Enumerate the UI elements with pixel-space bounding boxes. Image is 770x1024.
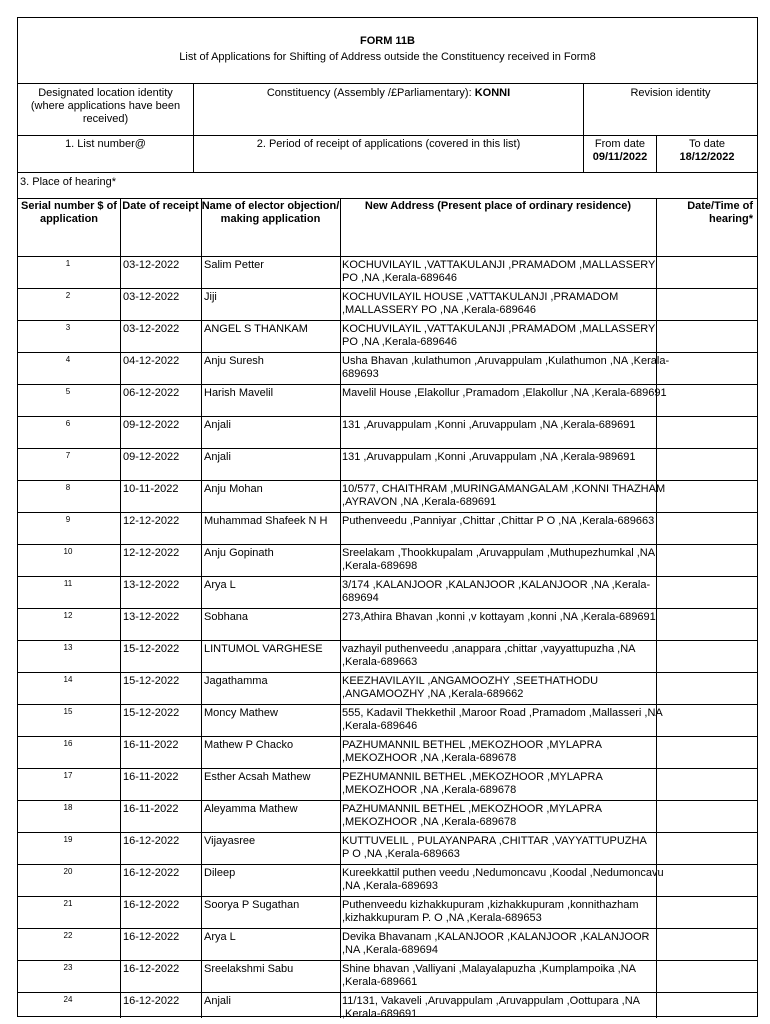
row-address-line2: ,MEKOZHOOR ,NA ,Kerala-689678 bbox=[342, 752, 517, 764]
row-address-line1: PEZHUMANNIL BETHEL ,MEKOZHOOR ,MYLAPRA bbox=[342, 771, 603, 783]
row-address-line1: KEEZHAVILAYIL ,ANGAMOOZHY ,SEETHATHODU bbox=[342, 675, 599, 687]
designated-location-cell bbox=[18, 83, 193, 135]
row-date-of-receipt: 16-12-2022 bbox=[123, 835, 180, 847]
table-row bbox=[18, 992, 757, 1024]
row-elector-name: Sreelakshmi Sabu bbox=[204, 963, 294, 975]
row-date-of-receipt: 15-12-2022 bbox=[123, 675, 180, 687]
col-header-hearing bbox=[658, 198, 757, 248]
row-date-of-receipt: 13-12-2022 bbox=[123, 579, 180, 591]
row-address-line2: ,Kerala-689698 bbox=[342, 560, 418, 572]
constituency-label: Constituency (Assembly /£Parliamentary): bbox=[266, 87, 472, 99]
list-number-label: 1. List number@ bbox=[65, 138, 146, 150]
row-address-line2: ,MEKOZHOOR ,NA ,Kerala-689678 bbox=[342, 816, 517, 828]
period-label: 2. Period of receipt of applications (covered in this list) bbox=[256, 138, 521, 150]
col-header-address-label: New Address (Present place of ordinary residence) bbox=[364, 200, 632, 212]
table-row bbox=[18, 352, 757, 384]
table-row bbox=[18, 256, 757, 288]
row-serial-number: 15 bbox=[63, 707, 73, 716]
form-subtitle: List of Applications for Shifting of Address outside the Constituency received in Form8 bbox=[179, 51, 596, 63]
row-address-line1: Sreelakam ,Thookkupalam ,Aruvappulam ,Muthupezhumkal ,NA bbox=[342, 547, 656, 559]
row-serial-number: 16 bbox=[63, 739, 73, 748]
row-address-line1: KOCHUVILAYIL HOUSE ,VATTAKULANJI ,PRAMADOM bbox=[342, 291, 619, 303]
form-frame bbox=[17, 17, 758, 1020]
row-serial-number: 1 bbox=[65, 259, 71, 268]
revision-identity-cell bbox=[583, 83, 757, 135]
row-elector-name: Salim Petter bbox=[204, 259, 264, 271]
row-address-line1: 555, Kadavil Thekkethil ,Maroor Road ,Pramadom ,Mallasseri ,NA bbox=[342, 707, 663, 719]
row-date-of-receipt: 10-11-2022 bbox=[123, 483, 179, 495]
row-address-line1: Devika Bhavanam ,KALANJOOR ,KALANJOOR ,KALANJOOR bbox=[342, 931, 650, 943]
row-elector-name: Arya L bbox=[204, 931, 236, 943]
table-row bbox=[18, 800, 757, 832]
row-address-line1: vazhayil puthenveedu ,anappara ,chittar ,vayyattupuzha ,NA bbox=[342, 643, 636, 655]
place-of-hearing-cell bbox=[18, 172, 757, 198]
table-row bbox=[18, 768, 757, 800]
row-serial-number: 21 bbox=[63, 899, 73, 908]
row-serial-number: 8 bbox=[65, 483, 71, 492]
row-elector-name: Vijayasree bbox=[204, 835, 256, 847]
col-header-name bbox=[201, 198, 340, 248]
row-date-of-receipt: 16-12-2022 bbox=[123, 867, 180, 879]
row-address-line1: Usha Bhavan ,kulathumon ,Aruvappulam ,Kulathumon ,NA ,Kerala- bbox=[342, 355, 670, 367]
row-address-line1: PAZHUMANNIL BETHEL ,MEKOZHOOR ,MYLAPRA bbox=[342, 803, 602, 815]
designated-location-label: Designated location identity (where applications have been received) bbox=[30, 87, 181, 125]
row-serial-number: 20 bbox=[63, 867, 73, 876]
table-row bbox=[18, 736, 757, 768]
row-address-line1: 11/131, Vakaveli ,Aruvappulam ,Aruvappulam ,Oottupara ,NA bbox=[342, 995, 640, 1007]
col-header-date-label: Date of receipt bbox=[122, 200, 199, 212]
row-address-line1: KOCHUVILAYIL ,VATTAKULANJI ,PRAMADOM ,MALLASSERY bbox=[342, 259, 656, 271]
row-address-line1: Shine bhavan ,Valliyani ,Malayalapuzha ,Kumplampoika ,NA bbox=[342, 963, 636, 975]
row-date-of-receipt: 16-11-2022 bbox=[123, 803, 179, 815]
row-date-of-receipt: 04-12-2022 bbox=[123, 355, 180, 367]
table-row bbox=[18, 480, 757, 512]
row-address-line2: ,Kerala-689646 bbox=[342, 720, 418, 732]
row-serial-number: 24 bbox=[63, 995, 73, 1004]
row-address-line2: ,Kerala-689691 bbox=[342, 1008, 418, 1020]
row-serial-number: 3 bbox=[65, 323, 71, 332]
col-header-hearing-label: Date/Time of hearing* bbox=[687, 200, 753, 225]
row-date-of-receipt: 16-12-2022 bbox=[123, 995, 180, 1007]
row-address-line2: ,ANGAMOOZHY ,NA ,Kerala-689662 bbox=[342, 688, 524, 700]
from-date-cell bbox=[583, 135, 656, 172]
row-date-of-receipt: 15-12-2022 bbox=[123, 643, 180, 655]
table-row bbox=[18, 416, 757, 448]
form-title: FORM 11B bbox=[359, 35, 415, 47]
row-elector-name: ANGEL S THANKAM bbox=[204, 323, 308, 335]
table-row bbox=[18, 864, 757, 896]
row-address-line1: 10/577, CHAITHRAM ,MURINGAMANGALAM ,KONNI THAZHAM bbox=[342, 483, 666, 495]
row-elector-name: Moncy Mathew bbox=[204, 707, 278, 719]
table-row bbox=[18, 832, 757, 864]
row-elector-name: Anju Gopinath bbox=[204, 547, 274, 559]
row-date-of-receipt: 16-11-2022 bbox=[123, 739, 179, 751]
row-serial-number: 13 bbox=[63, 643, 73, 652]
row-date-of-receipt: 09-12-2022 bbox=[123, 419, 180, 431]
table-row bbox=[18, 640, 757, 672]
row-date-of-receipt: 16-12-2022 bbox=[123, 963, 180, 975]
row-address-line2: ,kizhakkupuram P. O ,NA ,Kerala-689653 bbox=[342, 912, 542, 924]
row-elector-name: Mathew P Chacko bbox=[204, 739, 294, 751]
row-date-of-receipt: 06-12-2022 bbox=[123, 387, 180, 399]
row-elector-name: Anju Mohan bbox=[204, 483, 263, 495]
col-header-date bbox=[120, 198, 201, 248]
table-row bbox=[18, 544, 757, 576]
row-elector-name: Dileep bbox=[204, 867, 236, 879]
table-row bbox=[18, 576, 757, 608]
row-serial-number: 19 bbox=[63, 835, 73, 844]
row-serial-number: 10 bbox=[63, 547, 73, 556]
from-date-label: From date bbox=[594, 138, 646, 150]
row-date-of-receipt: 12-12-2022 bbox=[123, 515, 180, 527]
row-elector-name: Anjali bbox=[204, 995, 231, 1007]
row-address-line1: 131 ,Aruvappulam ,Konni ,Aruvappulam ,NA ,Kerala-689691 bbox=[342, 419, 636, 431]
row-serial-number: 22 bbox=[63, 931, 73, 940]
table-row bbox=[18, 928, 757, 960]
row-address-line1: Mavelil House ,Elakollur ,Pramadom ,Elakollur ,NA ,Kerala-689691 bbox=[342, 387, 667, 399]
row-date-of-receipt: 15-12-2022 bbox=[123, 707, 180, 719]
row-elector-name: Muhammad Shafeek N H bbox=[204, 515, 328, 527]
table-row bbox=[18, 288, 757, 320]
table-row bbox=[18, 320, 757, 352]
table-row bbox=[18, 672, 757, 704]
table-row bbox=[18, 960, 757, 992]
row-date-of-receipt: 16-11-2022 bbox=[123, 771, 179, 783]
row-serial-number: 9 bbox=[65, 515, 71, 524]
period-cell bbox=[193, 135, 583, 172]
table-row bbox=[18, 384, 757, 416]
to-date-value: 18/12/2022 bbox=[679, 151, 735, 163]
row-address-line2: ,MALLASSERY PO ,NA ,Kerala-689646 bbox=[342, 304, 537, 316]
col-header-serial-label: Serial number $ of application bbox=[21, 200, 117, 225]
row-serial-number: 7 bbox=[65, 451, 71, 460]
row-address-line2: PO ,NA ,Kerala-689646 bbox=[342, 272, 457, 284]
row-serial-number: 4 bbox=[65, 355, 71, 364]
row-address-line2: P O ,NA ,Kerala-689663 bbox=[342, 848, 460, 860]
row-address-line2: 689693 bbox=[342, 368, 379, 380]
row-address-line1: Puthenveedu ,Panniyar ,Chittar ,Chittar P O ,NA ,Kerala-689663 bbox=[342, 515, 655, 527]
to-date-cell bbox=[656, 135, 757, 172]
form-header bbox=[18, 18, 757, 84]
row-date-of-receipt: 13-12-2022 bbox=[123, 611, 180, 623]
row-date-of-receipt: 16-12-2022 bbox=[123, 931, 180, 943]
list-number-cell bbox=[18, 135, 193, 172]
row-elector-name: Anjali bbox=[204, 419, 231, 431]
row-date-of-receipt: 03-12-2022 bbox=[123, 259, 180, 271]
row-address-line2: ,MEKOZHOOR ,NA ,Kerala-689678 bbox=[342, 784, 517, 796]
row-serial-number: 14 bbox=[63, 675, 73, 684]
row-elector-name: Soorya P Sugathan bbox=[204, 899, 300, 911]
table-row bbox=[18, 704, 757, 736]
row-serial-number: 17 bbox=[63, 771, 73, 780]
row-address-line2: 689694 bbox=[342, 592, 379, 604]
row-address-line2: ,NA ,Kerala-689693 bbox=[342, 880, 439, 892]
row-address-line1: KUTTUVELIL , PULAYANPARA ,CHITTAR ,VAYYATTUPUZHA bbox=[342, 835, 647, 847]
row-address-line2: PO ,NA ,Kerala-689646 bbox=[342, 336, 457, 348]
from-date-value: 09/11/2022 bbox=[592, 151, 648, 163]
table-row bbox=[18, 448, 757, 480]
row-elector-name: Jagathamma bbox=[204, 675, 268, 687]
row-address-line1: Puthenveedu kizhakkupuram ,kizhakkupuram ,konnithazham bbox=[342, 899, 639, 911]
row-serial-number: 2 bbox=[65, 291, 71, 300]
table-row bbox=[18, 896, 757, 928]
col-header-name-label: Name of elector objection/ making application bbox=[201, 200, 340, 225]
row-address-line1: Kureekkattil puthen veedu ,Nedumoncavu ,Koodal ,Nedumoncavu bbox=[342, 867, 664, 879]
constituency-cell bbox=[193, 83, 583, 135]
row-elector-name: Esther Acsah Mathew bbox=[204, 771, 311, 783]
table-row bbox=[18, 608, 757, 640]
row-elector-name: LINTUMOL VARGHESE bbox=[204, 643, 323, 655]
row-serial-number: 18 bbox=[63, 803, 73, 812]
row-elector-name: Aleyamma Mathew bbox=[204, 803, 298, 815]
table-row bbox=[18, 512, 757, 544]
row-address-line1: 131 ,Aruvappulam ,Konni ,Aruvappulam ,NA ,Kerala-989691 bbox=[342, 451, 636, 463]
col-header-address bbox=[340, 198, 656, 248]
row-serial-number: 23 bbox=[63, 963, 73, 972]
row-serial-number: 6 bbox=[65, 419, 71, 428]
row-elector-name: Arya L bbox=[204, 579, 236, 591]
constituency-value: KONNI bbox=[474, 87, 511, 99]
row-serial-number: 12 bbox=[63, 611, 73, 620]
row-address-line2: ,AYRAVON ,NA ,Kerala-689691 bbox=[342, 496, 497, 508]
row-address-line1: 3/174 ,KALANJOOR ,KALANJOOR ,KALANJOOR ,NA ,Kerala- bbox=[342, 579, 651, 591]
row-address-line2: ,Kerala-689661 bbox=[342, 976, 418, 988]
row-serial-number: 5 bbox=[65, 387, 71, 396]
row-address-line1: 273,Athira Bhavan ,konni ,v kottayam ,konni ,NA ,Kerala-689691 bbox=[342, 611, 656, 623]
revision-identity-label: Revision identity bbox=[630, 87, 711, 99]
row-address-line2: ,NA ,Kerala-689694 bbox=[342, 944, 439, 956]
row-elector-name: Anju Suresh bbox=[204, 355, 264, 367]
row-elector-name: Anjali bbox=[204, 451, 231, 463]
col-header-serial bbox=[18, 198, 120, 248]
row-date-of-receipt: 03-12-2022 bbox=[123, 291, 180, 303]
row-date-of-receipt: 03-12-2022 bbox=[123, 323, 180, 335]
row-serial-number: 11 bbox=[63, 579, 73, 588]
to-date-label: To date bbox=[688, 138, 726, 150]
place-of-hearing-label: 3. Place of hearing* bbox=[20, 176, 117, 188]
row-elector-name: Harish Mavelil bbox=[204, 387, 274, 399]
row-date-of-receipt: 16-12-2022 bbox=[123, 899, 180, 911]
row-date-of-receipt: 12-12-2022 bbox=[123, 547, 180, 559]
row-address-line2: ,Kerala-689663 bbox=[342, 656, 418, 668]
row-elector-name: Jiji bbox=[204, 291, 217, 303]
row-address-line1: KOCHUVILAYIL ,VATTAKULANJI ,PRAMADOM ,MALLASSERY bbox=[342, 323, 656, 335]
row-date-of-receipt: 09-12-2022 bbox=[123, 451, 180, 463]
row-elector-name: Sobhana bbox=[204, 611, 249, 623]
row-address-line1: PAZHUMANNIL BETHEL ,MEKOZHOOR ,MYLAPRA bbox=[342, 739, 602, 751]
